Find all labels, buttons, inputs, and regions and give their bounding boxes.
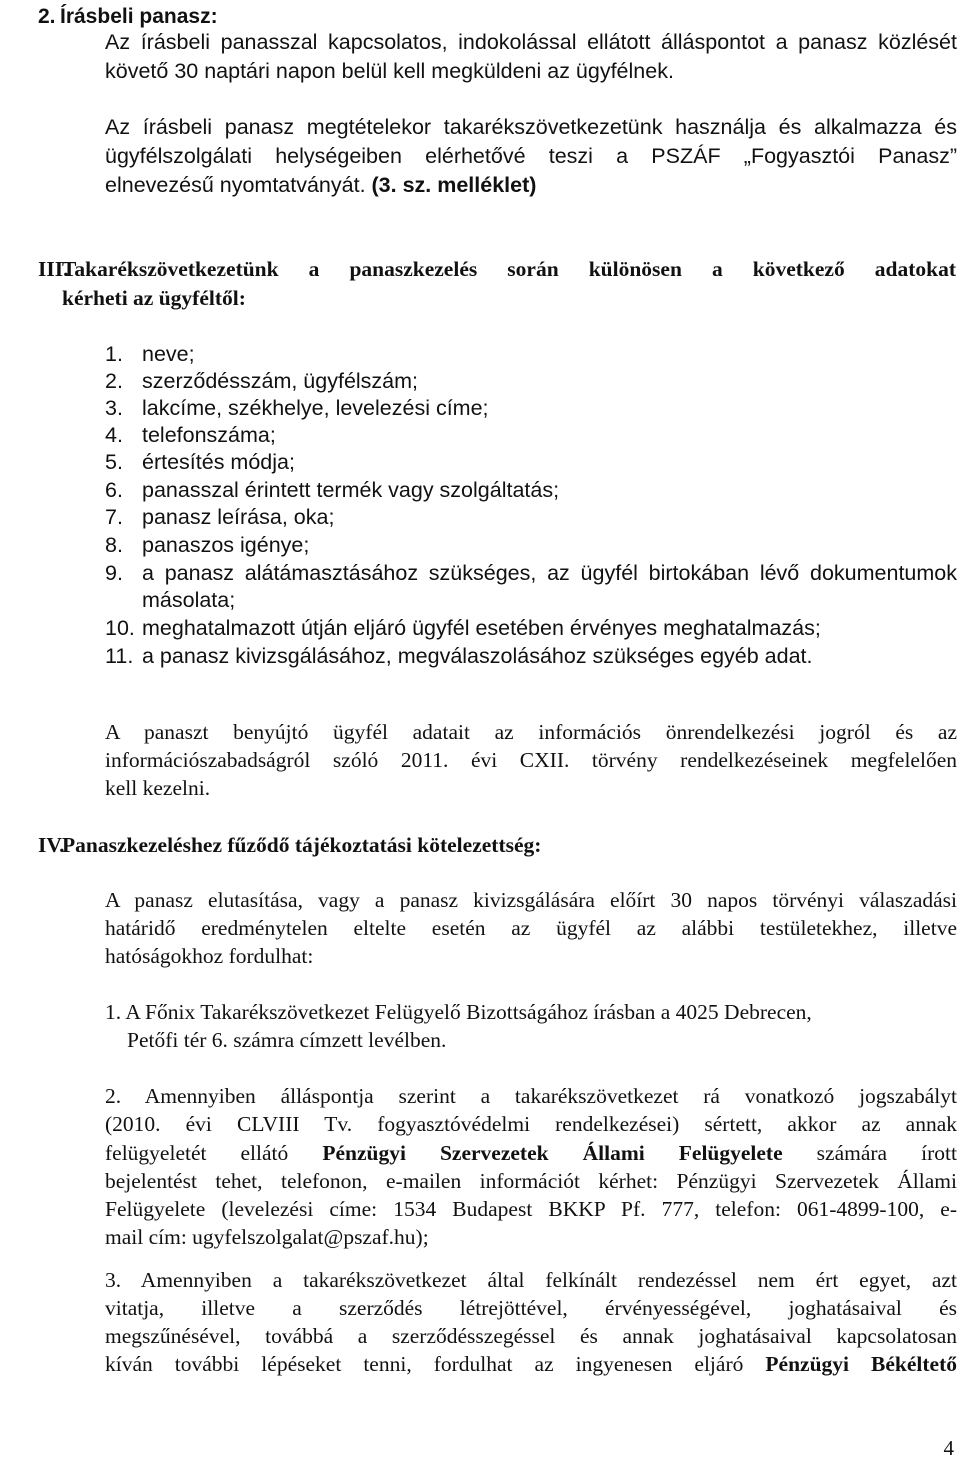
section-3-numeral: III. [38,257,69,281]
page-number: 4 [943,1436,954,1460]
paragraph-line [105,1139,957,1168]
paragraph-line: ügyfélszolgálati helységeiben elérhetővé teszi a PSZÁF „Fogyasztói Panasz” [105,144,957,168]
section-2-heading [38,2,218,31]
paragraph-line: határidő eredménytelen eltelte esetén az ügyfél az alábbi testületekhez, illetve [105,916,957,940]
paragraph-line: információszabadságról szóló 2011. évi CXII. törvény rendelkezéseinek megfelelően [105,748,957,772]
paragraph-line: (2010. évi CLVIII Tv. fogyasztóvédelmi rendelkezései) sértett, akkor az annak [105,1112,957,1136]
paragraph-line: kell kezelni. [105,776,211,800]
section-title: Írásbeli panasz: [60,5,218,28]
paragraph-line: Az írásbeli panasszal kapcsolatos, indokolással ellátott álláspontot a panasz közlését [105,30,957,54]
paragraph-line: A panaszt benyújtó ügyfél adatait az információs önrendelkezési jogról és az [105,720,957,744]
paragraph-line: Petőfi tér 6. számra címzett levélben. [127,1028,447,1052]
text-run: kíván további lépéseket tenni, fordulhat az ingyenesen eljáró [105,1352,766,1376]
paragraph-line: 3. Amennyiben a takarékszövetkezet által felkínált rendezéssel nem ért egyet, azt [105,1268,957,1292]
section-number: 2. [38,5,56,28]
section-3-heading-cont: kérheti az ügyféltől: [62,286,246,310]
paragraph-line: A panasz elutasítása, vagy a panasz kivizsgálására előírt 30 napos törvényi válaszadási [105,888,957,912]
section-3-heading: Takarékszövetkezetünk a panaszkezelés során különösen a következő adatokat [62,257,956,281]
paragraph-line: hatóságokhoz fordulhat: [105,944,314,968]
paragraph-line: követő 30 naptári napon belül kell megküldeni az ügyfélnek. [105,59,674,83]
paragraph-line: 1. A Főnix Takarékszövetkezet Felügyelő Bizottságához írásban a 4025 Debrecen, [105,1000,812,1024]
authority-name: Pénzügyi Szervezetek Állami Felügyelete [322,1141,783,1165]
paragraph-line: 2. Amennyiben álláspontja szerint a takarékszövetkezet rá vonatkozó jogszabályt [105,1084,957,1108]
paragraph-line: mail cím: ugyfelszolgalat@pszaf.hu); [105,1225,429,1249]
paragraph-line [105,171,957,200]
text-run: felügyeletét ellátó [105,1141,323,1165]
paragraph-line: megszűnésével, továbbá a szerződésszegéssel és annak joghatásaival kapcsolatosan [105,1324,957,1348]
board-name: Pénzügyi Békéltető [765,1352,957,1376]
paragraph-line: Felügyelete (levelezési címe: 1534 Budapest BKKP Pf. 777, telefon: 061-4899-100, e- [105,1197,957,1221]
section-4-heading: Panaszkezeléshez fűződő tájékoztatási kötelezettség: [62,833,542,857]
paragraph-line [105,1350,957,1379]
requested-data-list: 1. neve; 2. szerződésszám, ügyfélszám; 3. lakcíme, székhelye, levelezési címe; 4. telefonszáma; 5. értesítés módja; 6. panasszal érintett termék vagy szolgáltatás; 7. panasz leírása, oka; 8. panaszos igénye; 9. a panasz alátámasztásához szükséges, az ügyfél birtokában lévő dokumentumok másolata; 10. meghatalmazott útján eljáró ügyfél esetében érvényes meghatalmazás; 11. a panasz kivizsgálásához, megválaszolásához szükséges egyéb adat. [105,342,957,668]
text-run: elnevezésű nyomtatványát. [105,173,372,197]
text-run: számára írott [782,1141,957,1165]
attachment-reference: (3. sz. melléklet) [371,173,537,197]
paragraph-line: vitatja, illetve a szerződés létrejöttével, érvényességével, joghatásaival és [105,1296,957,1320]
paragraph-line: Az írásbeli panasz megtételekor takarékszövetkezetünk használja és alkalmazza és [105,115,957,139]
paragraph-line: bejelentést tehet, telefonon, e-mailen információt kérhet: Pénzügyi Szervezetek Állami [105,1169,957,1193]
section-4-numeral: IV. [38,833,65,857]
